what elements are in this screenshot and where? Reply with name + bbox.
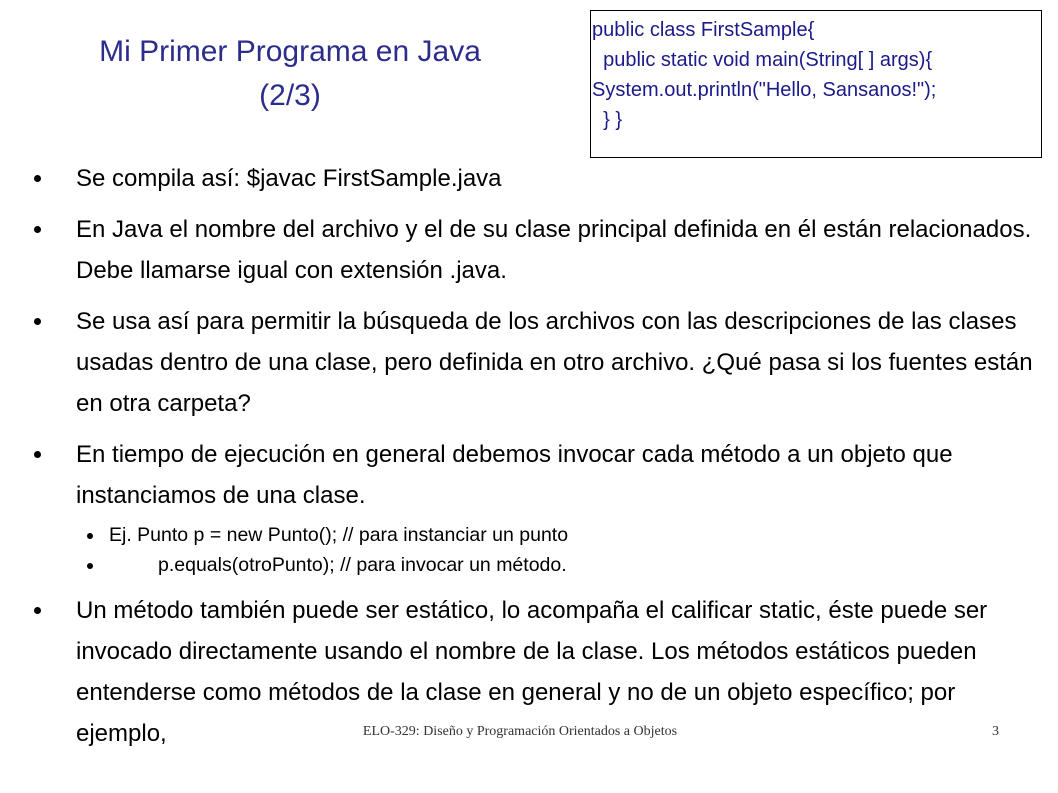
slide-footer: ELO-329: Diseño y Programación Orientados a Objetos xyxy=(362,724,678,739)
bullet-icon xyxy=(34,226,41,233)
bullet-text: Se compila así: $javac FirstSample.java xyxy=(76,165,502,192)
sub-list-item xyxy=(33,550,1043,580)
code-sample-box xyxy=(590,10,1042,158)
list-item xyxy=(33,209,1043,291)
code-line-1: public class FirstSample{ xyxy=(592,19,815,41)
code-line-3: System.out.println("Hello, Sansanos!"); xyxy=(592,79,937,101)
list-item xyxy=(33,434,1043,516)
bullet-text: Se usa así para permitir la búsqueda de los archivos con las descripciones de las clases usadas dentro de una clase, pero definida en otro archivo. ¿Qué pasa si los fuentes están en otra carpeta? xyxy=(76,308,1033,417)
title-line-1: Mi Primer Programa en Java xyxy=(99,35,481,68)
list-item xyxy=(33,158,1043,199)
code-line-2: public static void main(String[ ] args){ xyxy=(592,49,933,71)
bullet-icon xyxy=(34,318,41,325)
slide-number: 3 xyxy=(992,724,999,739)
bullet-text: En Java el nombre del archivo y el de su clase principal definida en él están relacionados. Debe llamarse igual con extensión .java. xyxy=(76,216,1032,284)
bullet-list xyxy=(33,158,1043,764)
sub-bullet-icon xyxy=(87,533,93,539)
bullet-icon xyxy=(34,175,41,182)
slide-title xyxy=(30,30,550,118)
bullet-text: Un método también puede ser estático, lo acompaña el calificar static, éste puede ser invocado directamente usando el nombre de la clase. Los métodos estáticos pueden entenderse como métodos de la clase en general y no de un objeto específico; por ejemplo, xyxy=(76,597,988,747)
bullet-text: En tiempo de ejecución en general debemos invocar cada método a un objeto que instanciamos de una clase. xyxy=(76,441,953,509)
sub-bullet-text: p.equals(otroPunto); // para invocar un método. xyxy=(158,554,567,576)
list-item xyxy=(33,301,1043,424)
sub-list-item xyxy=(33,520,1043,550)
bullet-icon xyxy=(34,451,41,458)
bullet-icon xyxy=(34,607,41,614)
title-line-2: (2/3) xyxy=(259,79,321,112)
code-line-4: } } xyxy=(592,109,623,131)
sub-bullet-icon xyxy=(87,563,93,569)
sub-bullet-text: Ej. Punto p = new Punto(); // para instanciar un punto xyxy=(109,524,569,546)
